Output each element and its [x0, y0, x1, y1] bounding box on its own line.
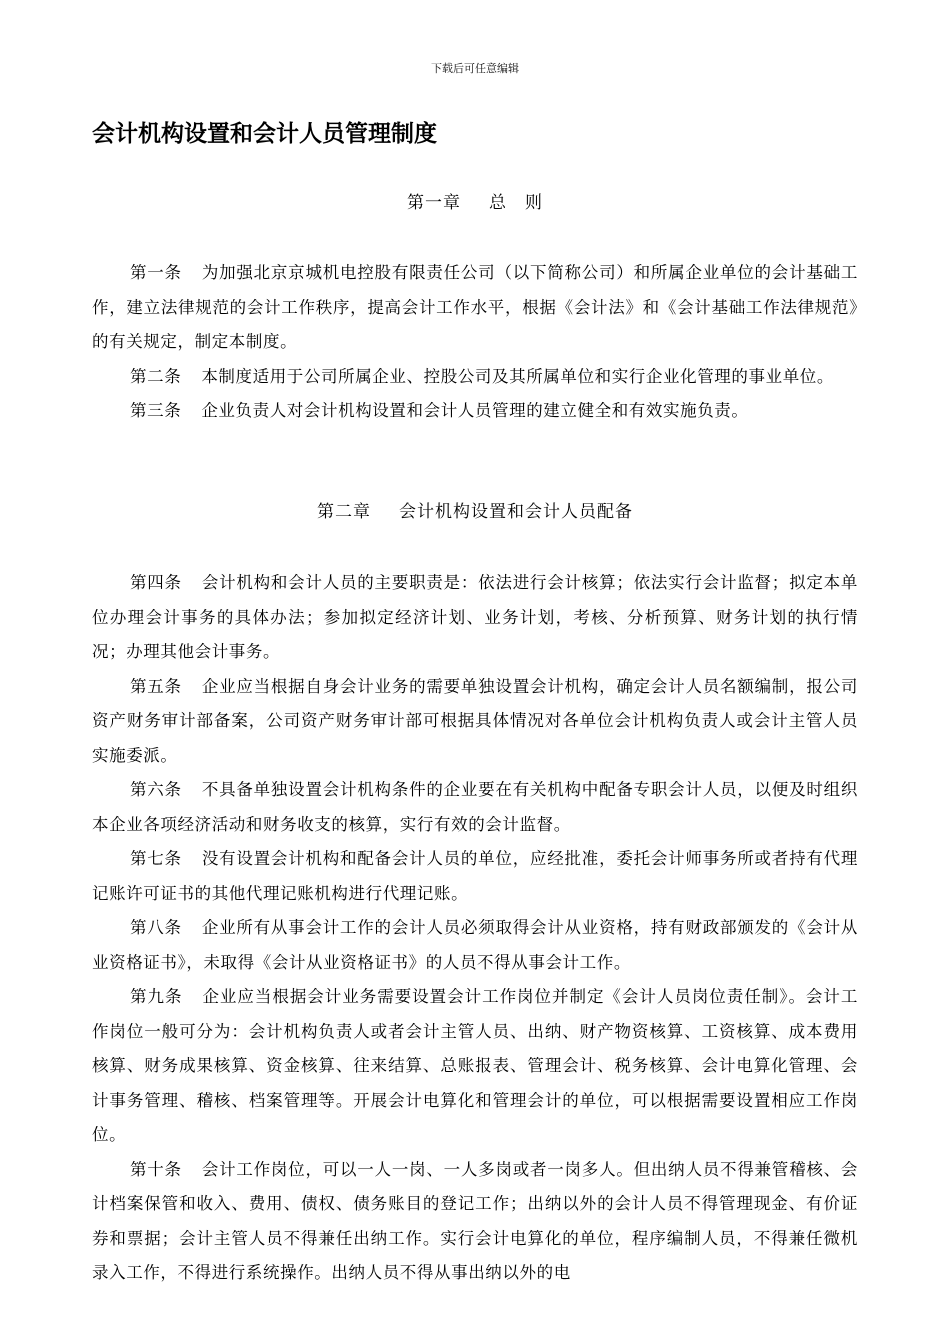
article-text: 本制度适用于公司所属企业、控股公司及其所属单位和实行企业化管理的事业单位。 — [201, 366, 835, 386]
article-paragraph — [92, 911, 858, 980]
chapter-heading — [0, 188, 950, 213]
chapter-2-body — [92, 566, 858, 1291]
chapter-number: 第二章 — [317, 502, 371, 522]
article-number: 第七条 — [130, 849, 182, 868]
article-number: 第五条 — [130, 676, 182, 696]
article-text: 企业应当根据会计业务需要设置会计工作岗位并制定《会计人员岗位责任制》。会计工作岗位一般可分为：会计机构负责人或者会计主管人员、出纳、财产物资核算、工资核算、成本费用核算、财务成果核算、资金核算、往来结算、总账报表、管理会计、税务核算、会计电算化管理、会计事务管理、稽核、档案管理等。开展会计电算化和管理会计的单位，可以根据需要设置相应工作岗位。 — [92, 987, 858, 1144]
article-text: 企业所有从事会计工作的会计人员必须取得会计从业资格，持有财政部颁发的《会计从业资格证书》，未取得《会计从业资格证书》的人员不得从事会计工作。 — [92, 918, 858, 972]
article-text: 没有设置会计机构和配备会计人员的单位，应经批准，委托会计师事务所或者持有代理记账许可证书的其他代理记账机构进行代理记账。 — [92, 849, 858, 903]
article-paragraph — [92, 670, 858, 774]
article-text: 会计机构和会计人员的主要职责是：依法进行会计核算；依法实行会计监督；拟定本单位办理会计事务的具体办法；参加拟定经济计划、业务计划，考核、分析预算、财务计划的执行情况；办理其他会计事务。 — [92, 573, 858, 661]
article-paragraph — [92, 566, 858, 670]
article-number: 第六条 — [130, 780, 182, 799]
article-number: 第八条 — [130, 918, 182, 937]
article-paragraph — [92, 256, 858, 360]
article-text: 会计工作岗位，可以一人一岗、一人多岗或者一岗多人。但出纳人员不得兼管稽核、会计档案保管和收入、费用、债权、债务账目的登记工作；出纳以外的会计人员不得管理现金、有价证券和票据；会计主管人员不得兼任出纳工作。实行会计电算化的单位，程序编制人员，不得兼任微机录入工作，不得进行系统操作。出纳人员不得从事出纳以外的电 — [92, 1159, 858, 1282]
article-paragraph — [92, 980, 858, 1153]
chapter-name: 总 则 — [489, 193, 543, 213]
article-text: 为加强北京京城机电控股有限责任公司（以下简称公司）和所属企业单位的会计基础工作，建立法律规范的会计工作秩序，提高会计工作水平，根据《会计法》和《会计基础工作法律规范》的有关规定，制定本制度。 — [92, 263, 858, 351]
article-number: 第三条 — [130, 401, 182, 420]
chapter-name: 会计机构设置和会计人员配备 — [399, 502, 633, 522]
article-text: 企业应当根据自身会计业务的需要单独设置会计机构，确定会计人员名额编制，报公司资产财务审计部备案，公司资产财务审计部可根据具体情况对各单位会计机构负责人或会计主管人员实施委派。 — [92, 676, 858, 765]
chapter-heading — [0, 497, 950, 522]
article-number: 第四条 — [130, 573, 182, 592]
article-number: 第二条 — [130, 366, 182, 386]
article-number: 第九条 — [130, 987, 183, 1006]
chapter-1-body — [92, 256, 858, 429]
article-number: 第一条 — [130, 263, 182, 282]
article-text: 不具备单独设置会计机构条件的企业要在有关机构中配备专职会计人员，以便及时组织本企业各项经济活动和财务收支的核算，实行有效的会计监督。 — [92, 780, 858, 834]
article-text: 企业负责人对会计机构设置和会计人员管理的建立健全和有效实施负责。 — [201, 401, 749, 420]
header-note: 下载后可任意编辑 — [431, 62, 519, 75]
article-paragraph — [92, 394, 858, 429]
article-paragraph — [92, 1153, 858, 1291]
article-paragraph — [92, 842, 858, 911]
article-paragraph — [92, 360, 858, 395]
document-title: 会计机构设置和会计人员管理制度 — [92, 121, 437, 147]
chapter-number: 第一章 — [407, 193, 461, 213]
article-number: 第十条 — [130, 1159, 182, 1179]
article-paragraph — [92, 773, 858, 842]
